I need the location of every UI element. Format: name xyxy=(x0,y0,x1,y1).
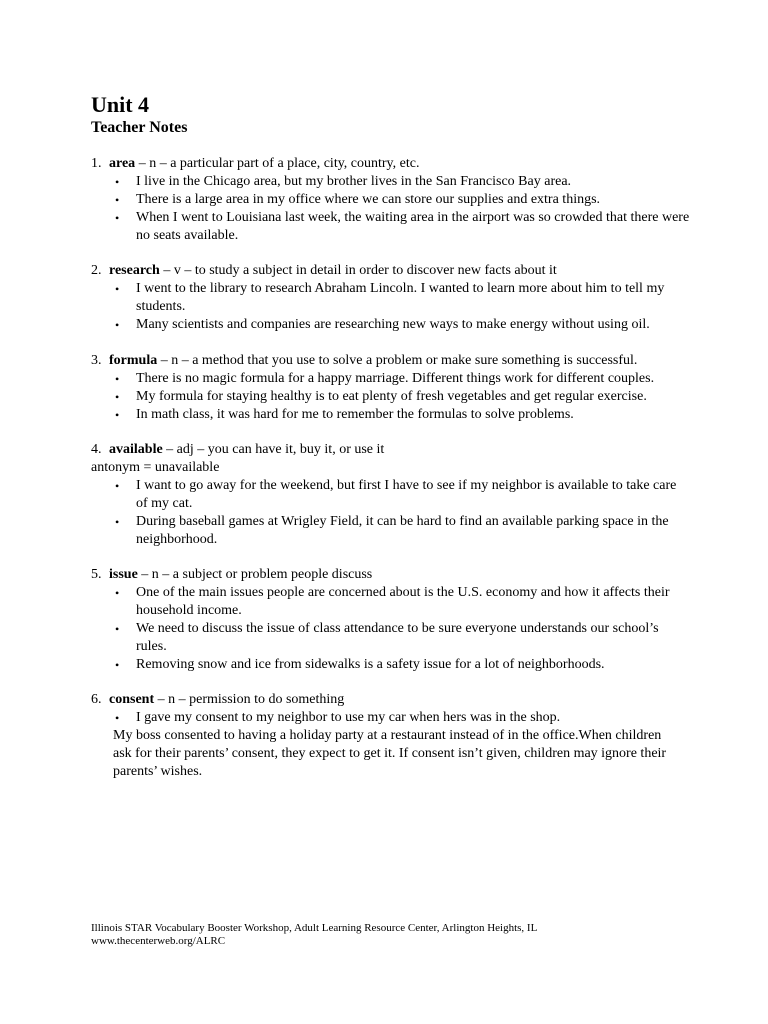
vocab-word: area xyxy=(109,156,136,171)
bullet-icon: • xyxy=(115,658,120,672)
bullet-icon: • xyxy=(115,515,120,529)
definition: – adj – you can have it, buy it, or use it xyxy=(162,442,385,457)
example-item xyxy=(115,584,691,620)
example-list xyxy=(91,280,691,334)
example-item xyxy=(115,406,691,424)
example-text: Many scientists and companies are researching new ways to make energy without using oil. xyxy=(136,317,650,332)
example-item xyxy=(115,316,691,334)
example-item xyxy=(115,656,691,674)
example-text: I want to go away for the weekend, but first I have to see if my neighbor is available to take care of my cat. xyxy=(136,478,677,511)
bullet-icon: • xyxy=(115,479,120,493)
example-list xyxy=(91,709,691,727)
vocab-entry-available xyxy=(91,441,691,549)
unit-title: Unit 4 xyxy=(91,92,150,117)
footer-credit: Illinois STAR Vocabulary Booster Workshop, Adult Learning Resource Center, Arlington Heights, IL xyxy=(91,922,538,934)
example-text: During baseball games at Wrigley Field, it can be hard to find an available parking space in the neighborhood. xyxy=(136,514,669,547)
bullet-icon: • xyxy=(115,622,120,636)
example-item xyxy=(115,173,691,191)
bullet-icon: • xyxy=(115,211,120,225)
example-text: Removing snow and ice from sidewalks is a safety issue for a lot of neighborhoods. xyxy=(136,657,605,672)
definition: – n – a method that you use to solve a problem or make sure something is successful. xyxy=(157,353,638,368)
example-text: I gave my consent to my neighbor to use my car when hers was in the shop. xyxy=(136,710,561,725)
entry-number: 2. xyxy=(91,263,102,278)
definition: – n – a particular part of a place, city, country, etc. xyxy=(135,156,420,171)
bullet-icon: • xyxy=(115,408,120,422)
vocab-entry-formula xyxy=(91,352,691,424)
example-text: We need to discuss the issue of class attendance to be sure everyone understands our school’s rules. xyxy=(136,621,659,654)
entry-number: 3. xyxy=(91,353,102,368)
example-text: One of the main issues people are concerned about is the U.S. economy and how it affects their household income. xyxy=(136,585,670,618)
antonym-note: antonym = unavailable xyxy=(91,460,220,475)
example-list xyxy=(91,584,691,674)
example-text: I went to the library to research Abraham Lincoln. I wanted to learn more about him to tell my students. xyxy=(136,281,665,314)
example-list xyxy=(91,370,691,424)
example-text: In math class, it was hard for me to remember the formulas to solve problems. xyxy=(136,407,574,422)
example-item xyxy=(115,280,691,316)
example-item xyxy=(115,620,691,656)
entry-heading xyxy=(91,566,691,584)
example-item xyxy=(115,709,691,727)
definition: – n – a subject or problem people discuss xyxy=(137,567,373,582)
entry-heading xyxy=(91,262,691,280)
entry-number: 5. xyxy=(91,567,102,582)
footer-url: www.thecenterweb.org/ALRC xyxy=(91,935,226,947)
bullet-icon: • xyxy=(115,175,120,189)
vocabulary-list xyxy=(91,155,691,798)
bullet-icon: • xyxy=(115,193,120,207)
example-list xyxy=(91,173,691,245)
definition: – n – permission to do something xyxy=(154,692,345,707)
bullet-icon: • xyxy=(115,282,120,296)
footer xyxy=(91,922,537,948)
definition: – v – to study a subject in detail in order to discover new facts about it xyxy=(159,263,557,278)
bullet-icon: • xyxy=(115,390,120,404)
entry-number: 6. xyxy=(91,692,102,707)
vocab-word: consent xyxy=(109,692,155,707)
example-text: There is no magic formula for a happy marriage. Different things work for different couples. xyxy=(136,371,655,386)
example-text: There is a large area in my office where we can store our supplies and extra things. xyxy=(136,192,601,207)
vocab-entry-consent xyxy=(91,691,691,781)
vocab-entry-issue xyxy=(91,566,691,674)
entry-number: 4. xyxy=(91,442,102,457)
example-item xyxy=(115,191,691,209)
example-paragraph: My boss consented to having a holiday party at a restaurant instead of in the office.When children ask for their parents’ consent, they expect to get it. If consent isn’t given, children may ignore their parents’ wishes. xyxy=(113,728,667,779)
entry-heading xyxy=(91,441,691,459)
example-list xyxy=(91,477,691,549)
bullet-icon: • xyxy=(115,318,120,332)
vocab-word: research xyxy=(109,263,160,278)
example-item xyxy=(115,209,691,245)
entry-number: 1. xyxy=(91,156,102,171)
example-item xyxy=(115,513,691,549)
vocab-word: formula xyxy=(109,353,158,368)
example-text: I live in the Chicago area, but my brother lives in the San Francisco Bay area. xyxy=(136,174,572,189)
example-item xyxy=(115,370,691,388)
example-item xyxy=(115,477,691,513)
entry-heading xyxy=(91,155,691,173)
vocab-word: issue xyxy=(109,567,138,582)
vocab-word: available xyxy=(109,442,163,457)
bullet-icon: • xyxy=(115,586,120,600)
bullet-icon: • xyxy=(115,372,120,386)
subtitle: Teacher Notes xyxy=(91,119,188,136)
entry-heading xyxy=(91,691,691,709)
bullet-icon: • xyxy=(115,711,120,725)
example-item xyxy=(115,388,691,406)
example-text: When I went to Louisiana last week, the waiting area in the airport was so crowded that there were no seats available. xyxy=(136,210,690,243)
entry-heading xyxy=(91,352,691,370)
vocab-entry-research xyxy=(91,262,691,334)
example-text: My formula for staying healthy is to eat plenty of fresh vegetables and get regular exercise. xyxy=(136,389,647,404)
vocab-entry-area xyxy=(91,155,691,245)
